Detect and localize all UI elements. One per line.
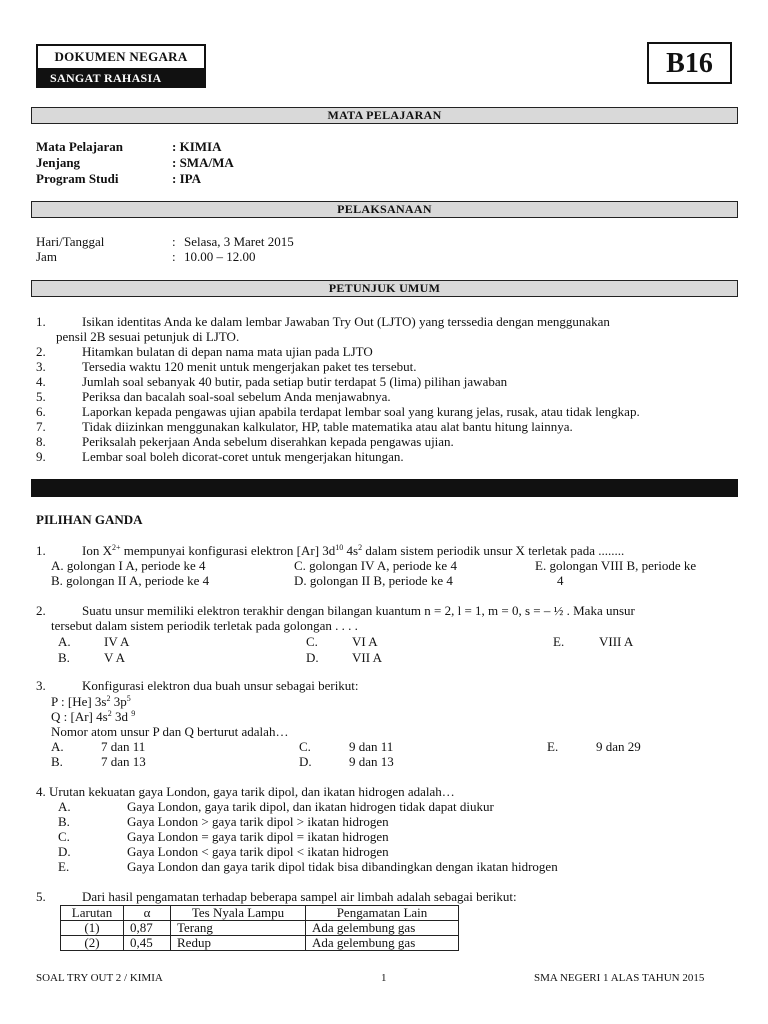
instruction-text: Lembar soal boleh dicorat-coret untuk mengerjakan hitungan. <box>82 449 404 464</box>
table-cell: Ada gelembung gas <box>306 921 459 936</box>
time-separator: : <box>172 249 176 264</box>
column-header: Larutan <box>61 906 124 921</box>
table-cell: Terang <box>171 921 306 936</box>
section-pilihan-ganda: PILIHAN GANDA <box>36 512 143 527</box>
table-cell: 0,45 <box>124 936 171 951</box>
option-c-letter[interactable]: C. <box>299 739 311 754</box>
footer-right: SMA NEGERI 1 ALAS TAHUN 2015 <box>534 972 705 984</box>
option-b[interactable]: B. golongan II A, periode ke 4 <box>51 573 210 588</box>
question-prompt: Nomor atom unsur P dan Q berturut adalah… <box>51 724 289 739</box>
sangat-rahasia-label: SANGAT RAHASIA <box>38 68 204 88</box>
option-a-text[interactable]: Gaya London, gaya tarik dipol, dan ikatan hidrogen tidak dapat diukur <box>127 799 494 814</box>
option-d-letter[interactable]: D. <box>299 754 312 769</box>
question-number: 2. <box>36 603 46 618</box>
option-b-letter[interactable]: B. <box>58 650 70 665</box>
option-a-letter[interactable]: A. <box>51 739 64 754</box>
question-stem: Ion $X^{2+}$ mempunyai konfigurasi elektron [Ar] $3d^{10}$ $4s^2$ dalam sistem periodik unsur X terletak pada ........ <box>82 543 625 558</box>
time-value: 10.00 – 12.00 <box>184 249 256 264</box>
question-number: 1. <box>36 543 46 558</box>
question-stem: Suatu unsur memiliki elektron terakhir dengan bilangan kuantum n = 2, l = 1, m = 0, s = – ½ . Maka unsur <box>82 603 635 618</box>
table-row <box>61 921 459 936</box>
question-stem: Konfigurasi elektron dua buah unsur sebagai berikut: <box>82 678 359 693</box>
config-q: Q : [Ar] $4s^2$ 3d $^9$ <box>51 709 136 724</box>
date-label: Hari/Tanggal <box>36 234 105 249</box>
option-e-letter[interactable]: E. <box>553 634 565 649</box>
instruction-number: 8. <box>36 434 46 449</box>
instruction-number: 3. <box>36 359 46 374</box>
option-a-letter[interactable]: A. <box>58 634 71 649</box>
option-c-letter[interactable]: C. <box>58 829 70 844</box>
level-label: Jenjang <box>36 155 81 170</box>
instruction-text: Jumlah soal sebanyak 40 butir, pada setiap butir terdapat 5 (lima) pilihan jawaban <box>82 374 508 389</box>
instruction-text: Isikan identitas Anda ke dalam lembar Jawaban Try Out (LJTO) yang terssedia dengan menggunakan <box>82 314 610 329</box>
option-d-text[interactable]: VII A <box>352 650 382 665</box>
option-e[interactable]: E. golongan VIII B, periode ke <box>535 558 697 573</box>
time-label: Jam <box>36 249 57 264</box>
instruction-number: 2. <box>36 344 46 359</box>
table-row <box>61 936 459 951</box>
instruction-number: 7. <box>36 419 46 434</box>
date-separator: : <box>172 234 176 249</box>
footer-left: SOAL TRY OUT 2 / KIMIA <box>36 972 163 984</box>
document-classification-box <box>36 44 206 88</box>
instruction-text: Tidak diizinkan menggunakan kalkulator, HP, table matematika atau alat bantu hitung lainnya. <box>82 419 573 434</box>
option-d-letter[interactable]: D. <box>58 844 71 859</box>
data-table <box>60 905 459 951</box>
option-b-text[interactable]: V A <box>104 650 126 665</box>
subject-value: : KIMIA <box>172 139 222 154</box>
date-value: Selasa, 3 Maret 2015 <box>184 234 294 249</box>
option-e-text[interactable]: Gaya London dan gaya tarik dipol tidak bisa dibandingkan dengan ikatan hidrogen <box>127 859 558 874</box>
option-b-letter[interactable]: B. <box>58 814 70 829</box>
option-b-letter[interactable]: B. <box>51 754 63 769</box>
option-c-text[interactable]: Gaya London = gaya tarik dipol = ikatan hidrogen <box>127 829 389 844</box>
instruction-number: 6. <box>36 404 46 419</box>
section-mata-pelajaran: MATA PELAJARAN <box>31 107 738 124</box>
config-p: P : [He] $3s^2$ $3p^5$ <box>51 694 131 709</box>
column-header: α <box>124 906 171 921</box>
option-a-text[interactable]: 7 dan 11 <box>101 739 146 754</box>
option-b-text[interactable]: 7 dan 13 <box>101 754 146 769</box>
instruction-text-cont: pensil 2B sesuai petunjuk di LJTO. <box>56 329 240 344</box>
option-e-text[interactable]: 9 dan 29 <box>596 739 641 754</box>
option-a[interactable]: A. golongan I A, periode ke 4 <box>51 558 206 573</box>
option-c-text[interactable]: 9 dan 11 <box>349 739 394 754</box>
option-d-text[interactable]: 9 dan 13 <box>349 754 394 769</box>
option-d-letter[interactable]: D. <box>306 650 319 665</box>
instruction-number: 4. <box>36 374 46 389</box>
table-cell: Redup <box>171 936 306 951</box>
table-cell: (1) <box>61 921 124 936</box>
question-stem: 4. Urutan kekuatan gaya London, gaya tarik dipol, dan ikatan hidrogen adalah… <box>36 784 455 799</box>
instruction-number: 5. <box>36 389 46 404</box>
option-a-letter[interactable]: A. <box>58 799 71 814</box>
instruction-text: Tersedia waktu 120 menit untuk mengerjakan paket tes tersebut. <box>82 359 417 374</box>
option-c[interactable]: C. golongan IV A, periode ke 4 <box>294 558 457 573</box>
question-number: 3. <box>36 678 46 693</box>
table-cell: Ada gelembung gas <box>306 936 459 951</box>
table-header-row <box>61 906 459 921</box>
instruction-number: 9. <box>36 449 46 464</box>
option-e-letter[interactable]: E. <box>547 739 559 754</box>
instruction-text: Hitamkan bulatan di depan nama mata ujian pada LJTO <box>82 344 373 359</box>
footer-page-number: 1 <box>381 972 387 984</box>
dokumen-negara-label: DOKUMEN NEGARA <box>54 49 188 64</box>
option-e-text[interactable]: VIII A <box>599 634 634 649</box>
option-e-letter[interactable]: E. <box>58 859 70 874</box>
section-pelaksanaan: PELAKSANAAN <box>31 201 738 218</box>
exam-code-box: B16 <box>647 42 732 84</box>
option-c-text[interactable]: VI A <box>352 634 378 649</box>
subject-label: Mata Pelajaran <box>36 139 124 154</box>
question-stem: Dari hasil pengamatan terhadap beberapa sampel air limbah adalah sebagai berikut: <box>82 889 517 904</box>
column-header: Tes Nyala Lampu <box>171 906 306 921</box>
option-b-text[interactable]: Gaya London > gaya tarik dipol > ikatan hidrogen <box>127 814 389 829</box>
level-value: : SMA/MA <box>172 155 234 170</box>
instruction-text: Periksa dan bacalah soal-soal sebelum Anda menjawabnya. <box>82 389 391 404</box>
instruction-number: 1. <box>36 314 46 329</box>
column-header: Pengamatan Lain <box>306 906 459 921</box>
program-label: Program Studi <box>36 171 119 186</box>
instruction-text: Laporkan kepada pengawas ujian apabila terdapat lembar soal yang kurang jelas, rusak, atau tidak lengkap. <box>82 404 640 419</box>
instruction-text: Periksalah pekerjaan Anda sebelum diserahkan kepada pengawas ujian. <box>82 434 454 449</box>
option-c-letter[interactable]: C. <box>306 634 318 649</box>
program-value: : IPA <box>172 171 202 186</box>
question-number: 5. <box>36 889 46 904</box>
section-petunjuk-umum: PETUNJUK UMUM <box>31 280 738 297</box>
option-a-text[interactable]: IV A <box>104 634 130 649</box>
option-d[interactable]: D. golongan II B, periode ke 4 <box>294 573 453 588</box>
option-d-text[interactable]: Gaya London < gaya tarik dipol < ikatan hidrogen <box>127 844 389 859</box>
option-e-cont: 4 <box>557 573 564 588</box>
table-cell: 0,87 <box>124 921 171 936</box>
divider-bar <box>31 479 738 497</box>
table-cell: (2) <box>61 936 124 951</box>
question-stem-cont: tersebut dalam sistem periodik terletak pada golongan . . . . <box>51 618 358 633</box>
